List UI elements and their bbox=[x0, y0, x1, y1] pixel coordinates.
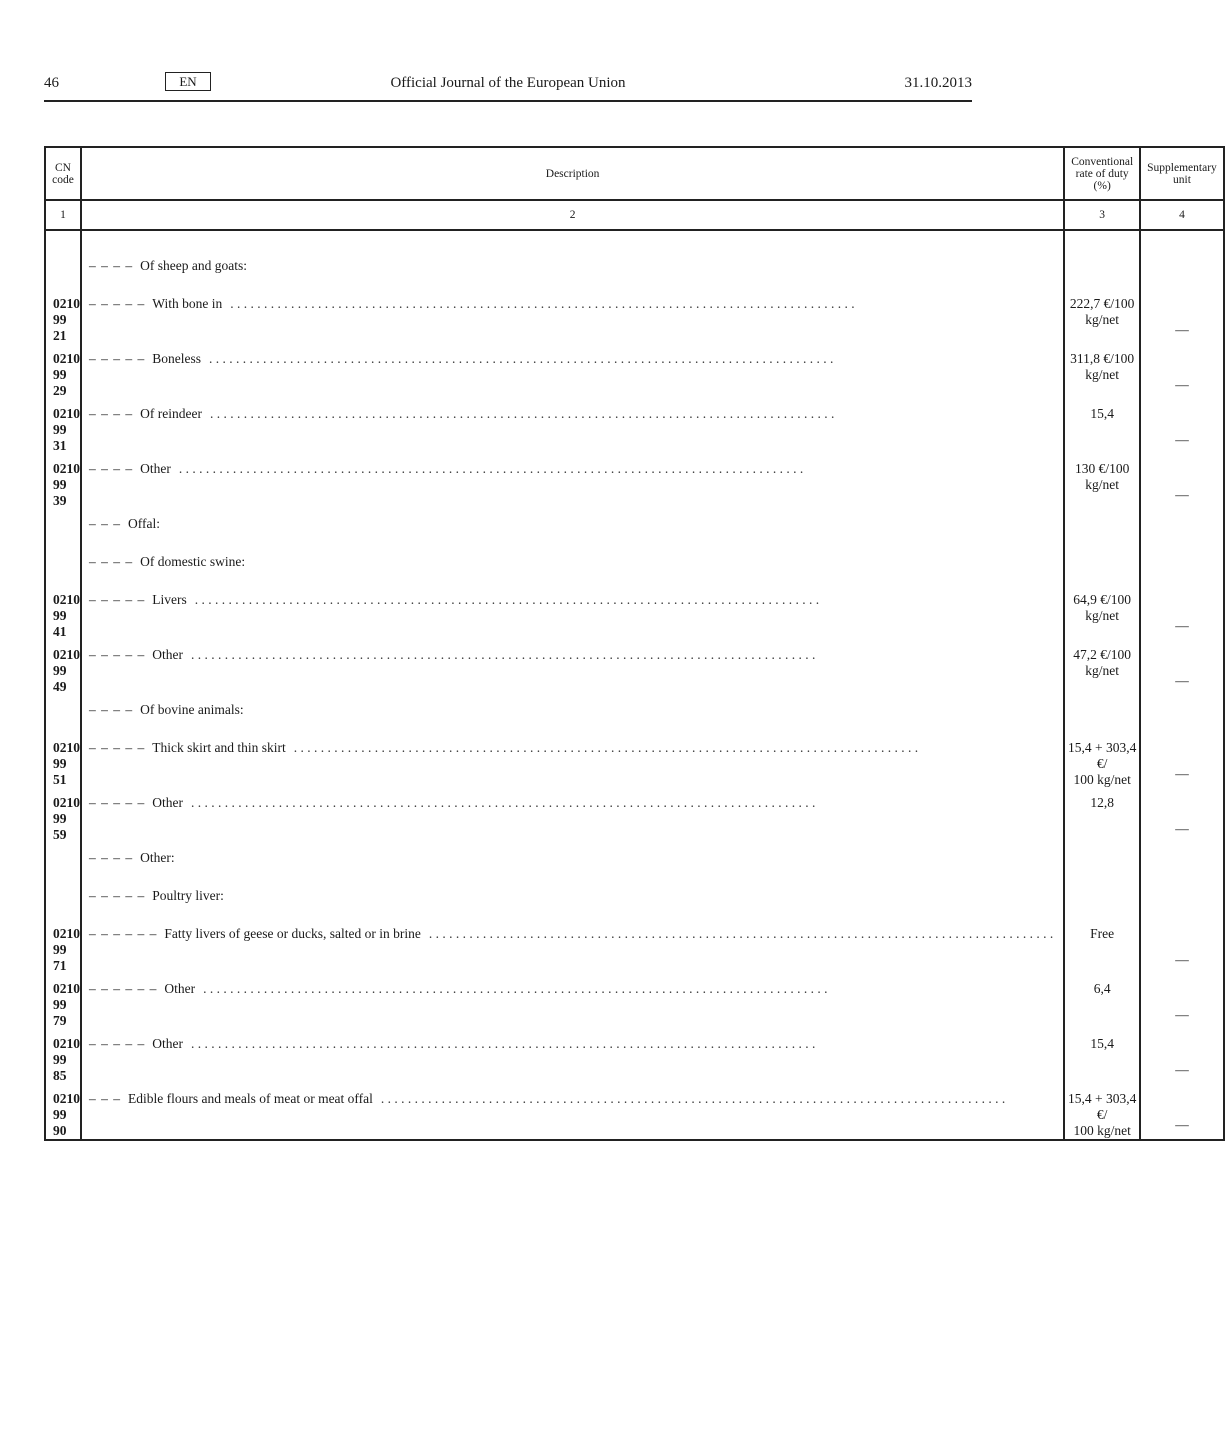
indent-dashes: – – – – – bbox=[89, 592, 146, 607]
table-row bbox=[45, 251, 1224, 289]
supplementary-unit-cell bbox=[1140, 251, 1224, 289]
supplementary-unit-cell: — bbox=[1140, 585, 1224, 640]
supplementary-unit-cell bbox=[1140, 843, 1224, 881]
table-row bbox=[45, 843, 1224, 881]
table-spacer-row bbox=[45, 230, 1224, 251]
dot-leader bbox=[191, 647, 1053, 663]
duty-rate-cell bbox=[1064, 251, 1140, 289]
supplementary-unit-cell: — bbox=[1140, 1084, 1224, 1140]
cn-code-cell bbox=[45, 695, 81, 733]
description-cell bbox=[81, 695, 1064, 733]
table-row bbox=[45, 974, 1224, 1029]
dot-leader bbox=[195, 592, 1053, 608]
dot-leader bbox=[203, 981, 1053, 997]
duty-rate-cell bbox=[1064, 881, 1140, 919]
column-number: 1 bbox=[45, 200, 81, 230]
description-text: Of bovine animals: bbox=[140, 702, 244, 717]
column-header-cn-code: CN code bbox=[45, 147, 81, 200]
description-cell bbox=[81, 1084, 1064, 1140]
description-text: Other: bbox=[140, 850, 175, 865]
dot-leader bbox=[191, 1036, 1053, 1052]
description-text: Edible flours and meals of meat or meat offal bbox=[128, 1091, 373, 1106]
dot-leader bbox=[381, 1091, 1053, 1107]
description-text: Boneless bbox=[152, 351, 201, 366]
description-text: Thick skirt and thin skirt bbox=[152, 740, 286, 755]
duty-rate-cell bbox=[1064, 1029, 1140, 1084]
column-number: 4 bbox=[1140, 200, 1224, 230]
indent-dashes: – – – – bbox=[89, 461, 134, 476]
table-row bbox=[45, 1084, 1224, 1140]
duty-rate-text: 12,8 bbox=[1090, 795, 1114, 810]
cn-code-cell: 0210 99 51 bbox=[45, 733, 81, 788]
duty-rate-cell bbox=[1064, 399, 1140, 454]
cn-code-cell bbox=[45, 509, 81, 547]
table-row bbox=[45, 695, 1224, 733]
column-header-description: Description bbox=[81, 147, 1064, 200]
description-text: Livers bbox=[152, 592, 187, 607]
page-header bbox=[44, 72, 972, 96]
description-text: Other bbox=[152, 795, 183, 810]
description-cell bbox=[81, 788, 1064, 843]
table-row bbox=[45, 399, 1224, 454]
duty-rate-text: 15,4 bbox=[1090, 1036, 1114, 1051]
table-row bbox=[45, 733, 1224, 788]
indent-dashes: – – – – – bbox=[89, 740, 146, 755]
supplementary-unit-cell: — bbox=[1140, 788, 1224, 843]
supplementary-unit-cell bbox=[1140, 509, 1224, 547]
table-row bbox=[45, 454, 1224, 509]
table-row bbox=[45, 547, 1224, 585]
journal-title: Official Journal of the European Union bbox=[390, 75, 626, 91]
header-rule bbox=[44, 100, 972, 102]
tariff-table bbox=[44, 146, 1225, 1141]
supplementary-unit-cell: — bbox=[1140, 640, 1224, 695]
description-text: With bone in bbox=[152, 296, 223, 311]
description-cell bbox=[81, 974, 1064, 1029]
cn-code-cell bbox=[45, 843, 81, 881]
table-row bbox=[45, 1029, 1224, 1084]
indent-dashes: – – – – bbox=[89, 554, 134, 569]
cn-code-cell: 0210 99 39 bbox=[45, 454, 81, 509]
description-cell bbox=[81, 733, 1064, 788]
description-cell bbox=[81, 1029, 1064, 1084]
description-cell bbox=[81, 399, 1064, 454]
cn-code-cell bbox=[45, 251, 81, 289]
table-row bbox=[45, 788, 1224, 843]
table-row bbox=[45, 509, 1224, 547]
dot-leader bbox=[210, 406, 1053, 422]
column-header-supplementary-unit: Supplementary unit bbox=[1140, 147, 1224, 200]
publication-date: 31.10.2013 bbox=[904, 75, 972, 91]
column-header-rate: Conventional rate of duty (%) bbox=[1064, 147, 1140, 200]
supplementary-unit-cell bbox=[1140, 695, 1224, 733]
cn-code-cell: 0210 99 85 bbox=[45, 1029, 81, 1084]
description-text: Of sheep and goats: bbox=[140, 258, 247, 273]
description-text: Other bbox=[140, 461, 171, 476]
duty-rate-cell bbox=[1064, 788, 1140, 843]
table-row bbox=[45, 289, 1224, 344]
indent-dashes: – – – – – bbox=[89, 296, 146, 311]
description-cell bbox=[81, 919, 1064, 974]
duty-rate-cell bbox=[1064, 454, 1140, 509]
supplementary-unit-cell: — bbox=[1140, 1029, 1224, 1084]
cn-code-cell: 0210 99 79 bbox=[45, 974, 81, 1029]
indent-dashes: – – – – bbox=[89, 258, 134, 273]
duty-rate-text: 15,4 + 303,4 €/ bbox=[1067, 1091, 1137, 1122]
description-cell bbox=[81, 344, 1064, 399]
duty-rate-cell bbox=[1064, 640, 1140, 695]
duty-rate-cell bbox=[1064, 585, 1140, 640]
description-cell bbox=[81, 454, 1064, 509]
supplementary-unit-cell: — bbox=[1140, 399, 1224, 454]
indent-dashes: – – – – – bbox=[89, 888, 146, 903]
duty-rate-cell bbox=[1064, 974, 1140, 1029]
cn-code-cell: 0210 99 59 bbox=[45, 788, 81, 843]
duty-rate-text: 15,4 bbox=[1090, 406, 1114, 421]
duty-rate-text: 222,7 €/100 kg/net bbox=[1069, 296, 1135, 327]
description-cell bbox=[81, 509, 1064, 547]
duty-rate-cell bbox=[1064, 733, 1140, 788]
description-cell bbox=[81, 289, 1064, 344]
supplementary-unit-cell: — bbox=[1140, 974, 1224, 1029]
supplementary-unit-cell: — bbox=[1140, 289, 1224, 344]
table-body bbox=[45, 230, 1224, 1140]
supplementary-unit-cell: — bbox=[1140, 919, 1224, 974]
duty-rate-text: 47,2 €/100 kg/net bbox=[1073, 647, 1132, 678]
dot-leader bbox=[209, 351, 1053, 367]
table-row bbox=[45, 881, 1224, 919]
description-cell bbox=[81, 640, 1064, 695]
duty-rate-cell bbox=[1064, 509, 1140, 547]
supplementary-unit-cell bbox=[1140, 881, 1224, 919]
description-text: Poultry liver: bbox=[152, 888, 224, 903]
cn-code-cell: 0210 99 71 bbox=[45, 919, 81, 974]
description-cell bbox=[81, 547, 1064, 585]
supplementary-unit-cell bbox=[1140, 547, 1224, 585]
cn-code-cell bbox=[45, 881, 81, 919]
dot-leader bbox=[191, 795, 1053, 811]
table-row bbox=[45, 640, 1224, 695]
duty-rate-text: 15,4 + 303,4 €/ bbox=[1067, 740, 1137, 771]
table-row bbox=[45, 919, 1224, 974]
supplementary-unit-cell: — bbox=[1140, 733, 1224, 788]
duty-rate-cell bbox=[1064, 919, 1140, 974]
duty-rate-cell bbox=[1064, 695, 1140, 733]
table-row bbox=[45, 344, 1224, 399]
duty-rate-cell bbox=[1064, 547, 1140, 585]
duty-rate-cell bbox=[1064, 843, 1140, 881]
duty-rate-text: 64,9 €/100 kg/net bbox=[1073, 592, 1132, 623]
dot-leader bbox=[429, 926, 1053, 942]
column-number-row bbox=[45, 200, 1224, 230]
description-text: Fatty livers of geese or ducks, salted or in brine bbox=[164, 926, 421, 941]
description-text: Other bbox=[152, 647, 183, 662]
column-number: 3 bbox=[1064, 200, 1140, 230]
column-number: 2 bbox=[81, 200, 1064, 230]
indent-dashes: – – – – – bbox=[89, 351, 146, 366]
description-cell bbox=[81, 585, 1064, 640]
cn-code-cell: 0210 99 90 bbox=[45, 1084, 81, 1140]
description-text: Other bbox=[152, 1036, 183, 1051]
cn-code-cell bbox=[45, 547, 81, 585]
duty-rate-text: 100 kg/net bbox=[1073, 772, 1131, 787]
indent-dashes: – – – – – bbox=[89, 795, 146, 810]
description-cell bbox=[81, 251, 1064, 289]
cn-code-cell: 0210 99 41 bbox=[45, 585, 81, 640]
duty-rate-text: 130 €/100 kg/net bbox=[1074, 461, 1130, 492]
cn-code-cell: 0210 99 29 bbox=[45, 344, 81, 399]
language-badge: EN bbox=[165, 72, 211, 91]
indent-dashes: – – – – – – bbox=[89, 981, 158, 996]
duty-rate-cell bbox=[1064, 289, 1140, 344]
description-cell bbox=[81, 843, 1064, 881]
dot-leader bbox=[230, 296, 1053, 312]
duty-rate-text: 100 kg/net bbox=[1073, 1123, 1131, 1138]
duty-rate-text: 6,4 bbox=[1093, 981, 1111, 996]
page-number: 46 bbox=[44, 75, 59, 91]
cn-code-cell: 0210 99 21 bbox=[45, 289, 81, 344]
indent-dashes: – – – – – bbox=[89, 1036, 146, 1051]
dot-leader bbox=[179, 461, 1053, 477]
table-row bbox=[45, 585, 1224, 640]
description-text: Other bbox=[164, 981, 196, 996]
dot-leader bbox=[294, 740, 1053, 756]
cn-code-cell: 0210 99 49 bbox=[45, 640, 81, 695]
duty-rate-cell bbox=[1064, 344, 1140, 399]
indent-dashes: – – – – bbox=[89, 702, 134, 717]
duty-rate-cell bbox=[1064, 1084, 1140, 1140]
description-text: Of reindeer bbox=[140, 406, 202, 421]
indent-dashes: – – – – bbox=[89, 850, 134, 865]
column-header-row bbox=[45, 147, 1224, 200]
supplementary-unit-cell: — bbox=[1140, 454, 1224, 509]
duty-rate-text: Free bbox=[1090, 926, 1115, 941]
indent-dashes: – – – – bbox=[89, 406, 134, 421]
indent-dashes: – – – – – – bbox=[89, 926, 158, 941]
description-cell bbox=[81, 881, 1064, 919]
supplementary-unit-cell: — bbox=[1140, 344, 1224, 399]
description-text: Of domestic swine: bbox=[140, 554, 246, 569]
description-text: Offal: bbox=[128, 516, 160, 531]
cn-code-cell: 0210 99 31 bbox=[45, 399, 81, 454]
indent-dashes: – – – – – bbox=[89, 647, 146, 662]
indent-dashes: – – – bbox=[89, 516, 121, 531]
duty-rate-text: 311,8 €/100 kg/net bbox=[1070, 351, 1135, 382]
indent-dashes: – – – bbox=[89, 1091, 121, 1106]
